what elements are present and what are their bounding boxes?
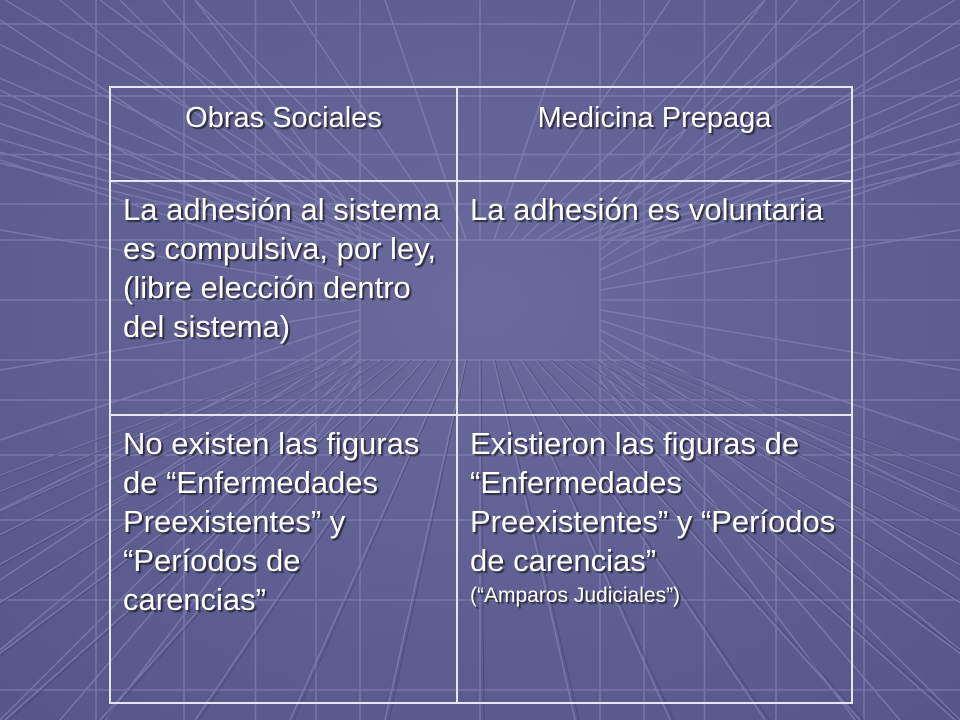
cell-medicina-prepaga-figuras bbox=[457, 415, 852, 703]
cell-medicina-prepaga-adhesion: La adhesión es voluntaria bbox=[457, 181, 852, 415]
amparos-judiciales-note: (“Amparos Judiciales”) bbox=[470, 584, 681, 607]
cell-medicina-prepaga-figuras-text: Existieron las figuras de “Enfermedades Preexistentes” y “Períodos de carencias” bbox=[470, 426, 836, 578]
table-row bbox=[110, 181, 852, 415]
table-row bbox=[110, 415, 852, 703]
header-medicina-prepaga: Medicina Prepaga bbox=[457, 87, 852, 181]
header-obras-sociales: Obras Sociales bbox=[110, 87, 457, 181]
table-header-row bbox=[110, 87, 852, 181]
cell-obras-sociales-adhesion: La adhesión al sistema es compulsiva, por ley, (libre elección dentro del sistema) bbox=[110, 181, 457, 415]
comparison-table bbox=[109, 86, 853, 704]
cell-obras-sociales-figuras: No existen las figuras de “Enfermedades Preexistentes” y “Períodos de carencias” bbox=[110, 415, 457, 703]
